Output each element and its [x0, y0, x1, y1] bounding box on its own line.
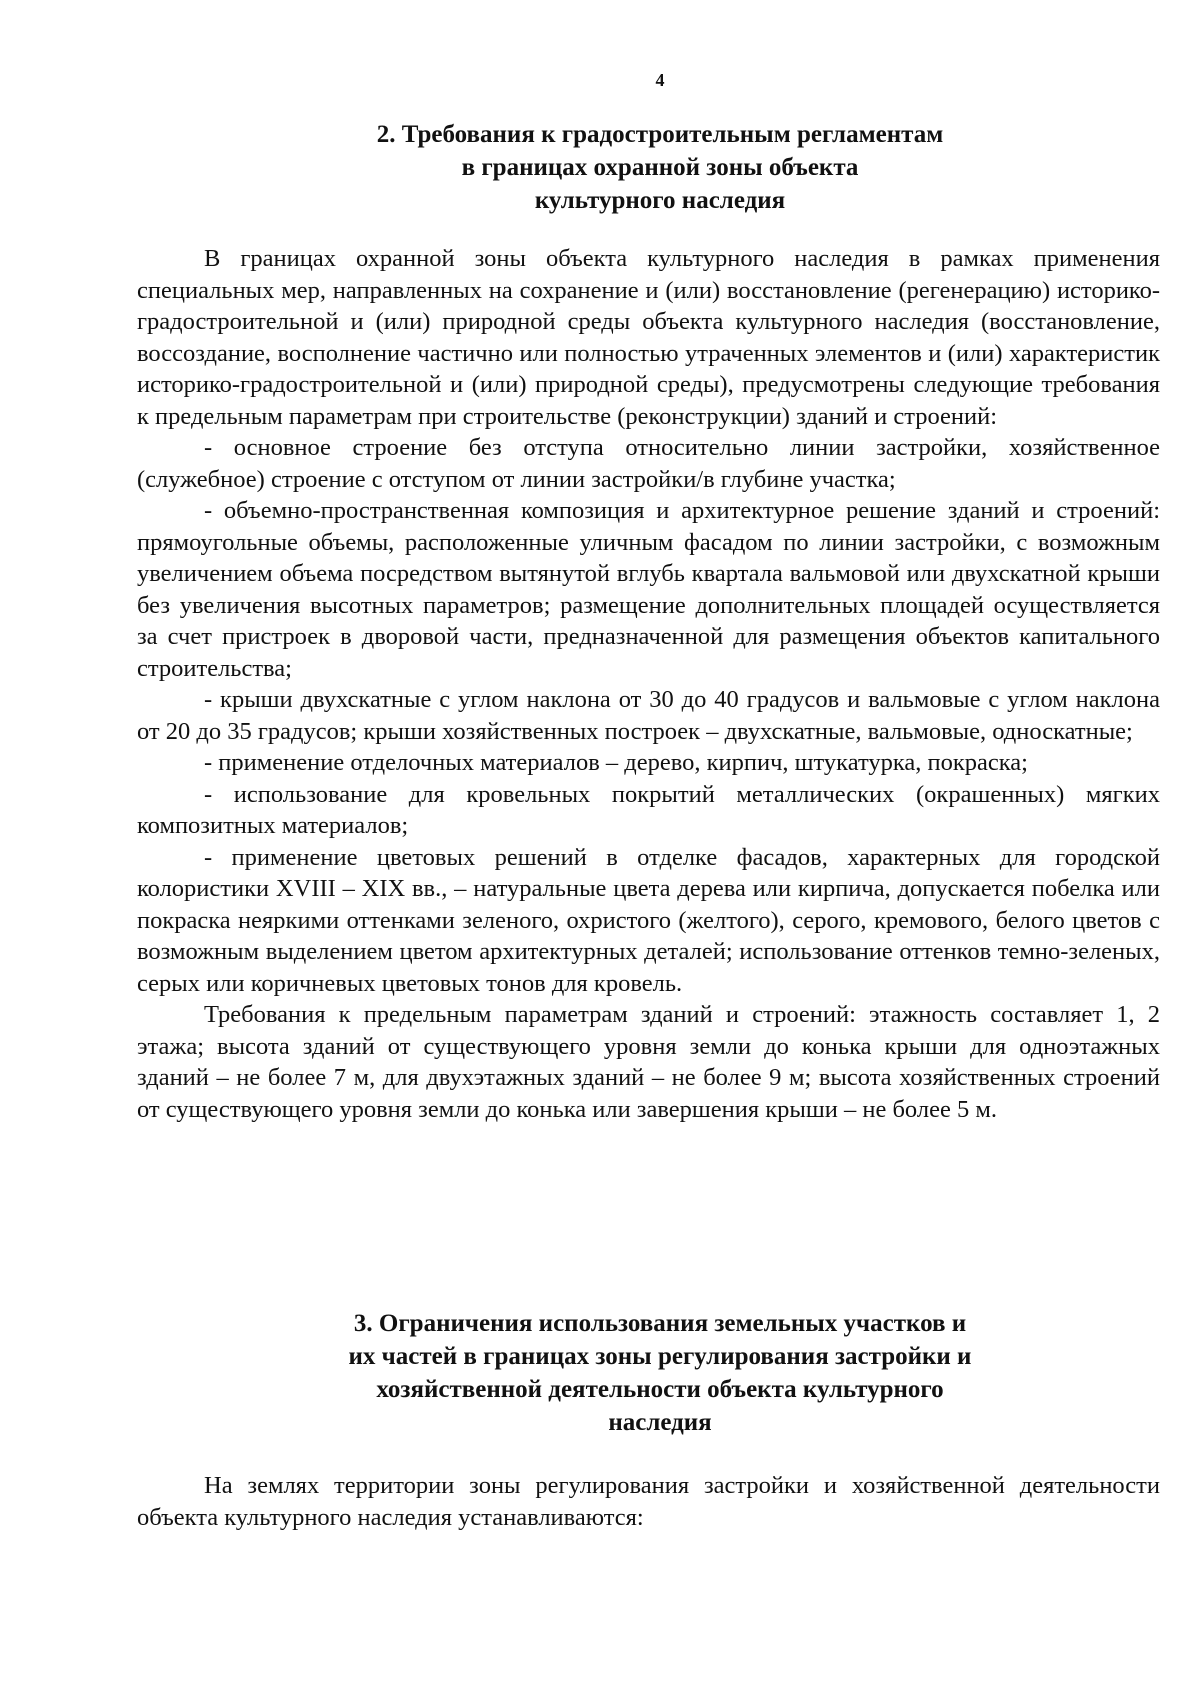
- page-number: 4: [655, 70, 665, 90]
- section-2-heading: [0, 118, 1200, 217]
- section-3-heading-line: наследия: [608, 1409, 712, 1436]
- section-2-heading-line: в границах охранной зоны объекта: [461, 154, 859, 181]
- list-item: - объемно-пространственная композиция и архитектурное решение зданий и строений: прямоугольные объемы, расположенные уличным фасадом по линии застройки, с возможным увеличением объема посредством вытянутой вглубь квартала вальмовой или двухскатной крыши без увеличения высотных параметров; размещение дополнительных площадей осуществляется за счет пристроек в дворовой части, предназначенной для размещения объектов капитального строительства;: [137, 497, 1160, 682]
- section-3-heading-line: 3. Ограничения использования земельных участков и: [353, 1310, 967, 1337]
- list-item: - использование для кровельных покрытий металлических (окрашенных) мягких композитных материалов;: [137, 780, 1160, 839]
- section-2-heading-line: культурного наследия: [534, 187, 786, 214]
- paragraph: Требования к предельным параметрам зданий и строений: этажность составляет 1, 2 этажа; высота зданий от существующего уровня земли до конька крыши для одноэтажных зданий – не более 7 м, для двухэтажных зданий – не более 9 м; высота хозяйственных строений от существующего уровня земли до конька или завершения крыши – не более 5 м.: [137, 1001, 1160, 1123]
- list-item: - крыши двухскатные с углом наклона от 30 до 40 градусов и вальмовые с углом наклона от 20 до 35 градусов; крыши хозяйственных построек – двухскатные, вальмовые, односкатные;: [137, 686, 1160, 745]
- section-3-heading-line: их частей в границах зоны регулирования застройки и: [348, 1343, 972, 1370]
- section-3-body: [137, 1470, 1160, 1533]
- section-2-heading-line: 2. Требования к градостроительным регламентам: [376, 121, 944, 148]
- list-item: - основное строение без отступа относительно линии застройки, хозяйственное (служебное) строение с отступом от линии застройки/в глубине участка;: [137, 434, 1160, 493]
- paragraph: На землях территории зоны регулирования застройки и хозяйственной деятельности объекта культурного наследия устанавливаются:: [137, 1472, 1160, 1531]
- section-3-heading: [0, 1307, 1200, 1439]
- section-3-heading-line: хозяйственной деятельности объекта культурного: [376, 1376, 944, 1403]
- list-item: - применение цветовых решений в отделке фасадов, характерных для городской колористики XVIII – XIX вв., – натуральные цвета дерева или кирпича, допускается побелка или покраска неяркими оттенками зеленого, охристого (желтого), серого, кремового, белого цветов с возможным выделением цветом архитектурных деталей; использование оттенков темно-зеленых, серых или коричневых цветовых тонов для кровель.: [137, 843, 1160, 997]
- paragraph: В границах охранной зоны объекта культурного наследия в рамках применения специальных мер, направленных на сохранение и (или) восстановление (регенерацию) историко-градостроительной и (или) природной среды объекта культурного наследия (восстановление, воссоздание, восполнение частично или полностью утраченных элементов и (или) характеристик историко-градостроительной и (или) природной среды), предусмотрены следующие требования к предельным параметрам при строительстве (реконструкции) зданий и строений:: [137, 245, 1160, 430]
- section-2-body: [137, 243, 1160, 1125]
- list-item: - применение отделочных материалов – дерево, кирпич, штукатурка, покраска;: [204, 749, 1028, 776]
